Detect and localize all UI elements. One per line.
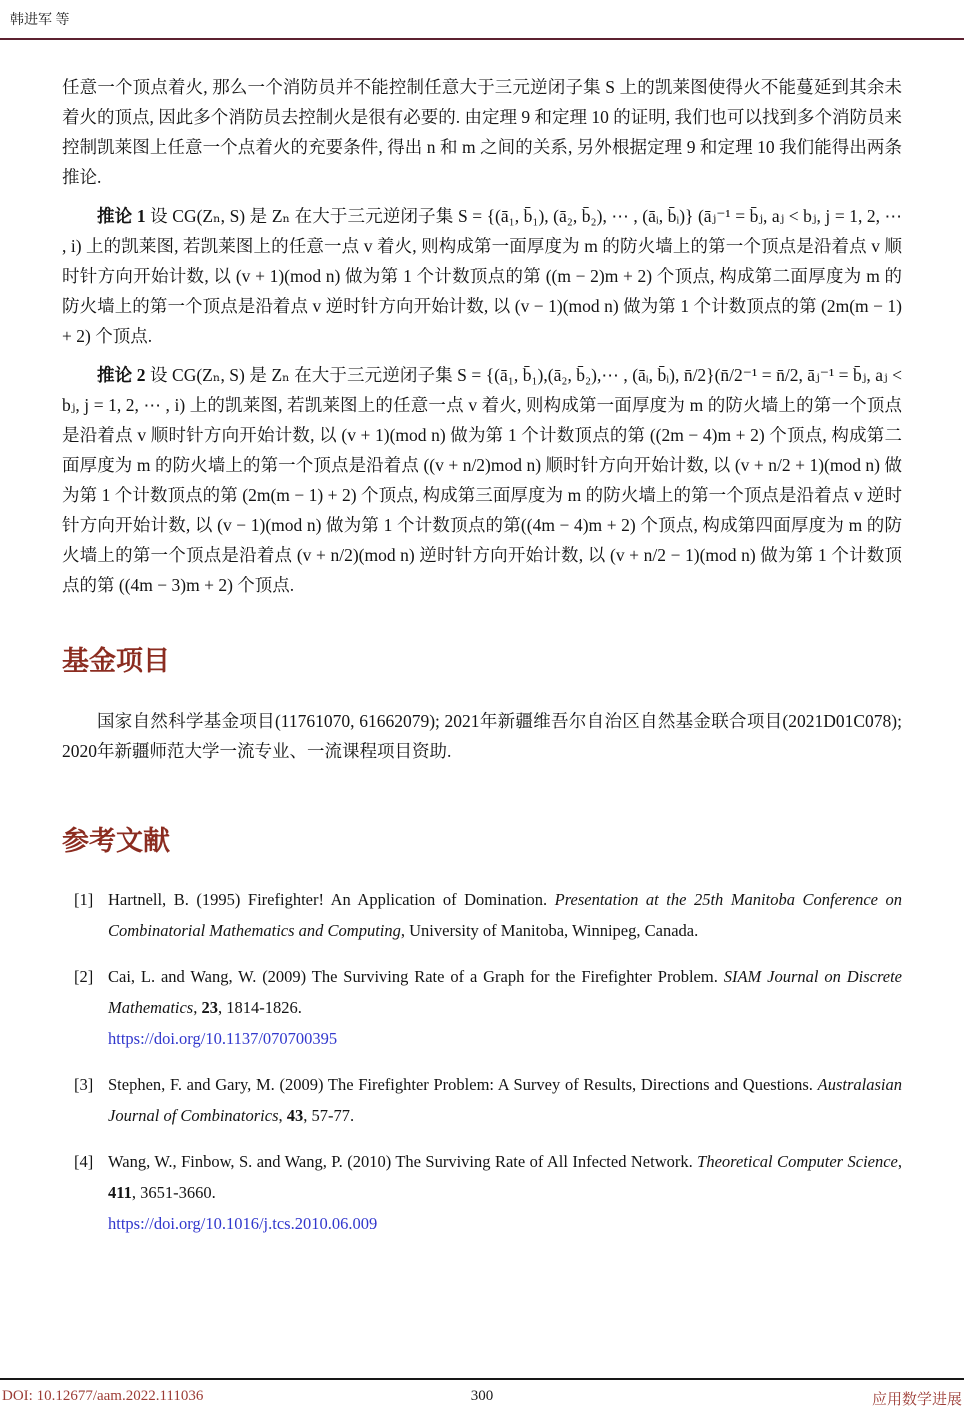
- fund-section-heading: 基金项目: [62, 646, 170, 676]
- footer-doi: DOI: 10.12677/aam.2022.111036: [2, 1388, 204, 1404]
- reference-label: [2]: [74, 967, 94, 986]
- reference-item: [74, 1069, 902, 1131]
- reference-label: [3]: [74, 1075, 94, 1094]
- intro-paragraph: 任意一个顶点着火, 那么一个消防员并不能控制任意大于三元逆闭子集 S 上的凯莱图使得火不能蔓延到其余未着火的顶点, 因此多个消防员去控制火是很有必要的. 由定理 9 和定理 10 的证明, 我们也可以找到多个消防员来控制凯莱图上任意一个点着火的充要条件, 得出 n 和 m 之间的关系, 另外根据定理 9 和定理 10 我们能得出两条推论.: [62, 77, 902, 187]
- corollary-1-paragraph: 推论 1 设 CG(Zₙ, S) 是 Zₙ 在大于三元逆闭子集 S = {(ā₁, b̄₁), (ā₂, b̄₂), ⋯ , (āᵢ, b̄ᵢ)} (āⱼ⁻¹ = b̄ⱼ, aⱼ < bⱼ, j = 1, 2, ⋯ , i) 上的凯莱图, 若凯莱图上的任意一点 v 着火, 则构成第一面厚度为 m 的防火墙上的第一个顶点是沿着点 v 顺时针方向开始计数, 以 (v + 1)(mod n) 做为第 1 个计数顶点的第 ((m − 2)m + 2) 个顶点, 构成第二面厚度为 m 的防火墙上的第一个顶点是沿着点 v 逆时针方向开始计数, 以 (v − 1)(mod n) 做为第 1 个计数顶点的第 (2m(m − 1) + 2) 个顶点.: [62, 206, 903, 346]
- page-footer: [0, 1378, 964, 1410]
- reference-text: Stephen, F. and Gary, M. (2009) The Firefighter Problem: A Survey of Results, Directions and Questions. Australasian Journal of Combinatorics, 43, 57-77.: [108, 1075, 902, 1125]
- reference-item: [74, 884, 902, 946]
- reference-item: [74, 961, 902, 1054]
- doi-link[interactable]: https://doi.org/10.1016/j.tcs.2010.06.009: [108, 1214, 378, 1233]
- reference-text: Hartnell, B. (1995) Firefighter! An Application of Domination. Presentation at the 25th Manitoba Conference on Combinatorial Mathematics and Computing, University of Manitoba, Winnipeg, Canada.: [108, 890, 902, 940]
- reference-citation: Wang, W., Finbow, S. and Wang, P. (2010) The Surviving Rate of All Infected Network. Theoretical Computer Science, 411, 3651-3660.: [108, 1152, 902, 1202]
- reference-label: [1]: [74, 890, 94, 909]
- reference-citation: Cai, L. and Wang, W. (2009) The Surviving Rate of a Graph for the Firefighter Problem. SIAM Journal on Discrete Mathematics, 23, 1814-1826.: [108, 967, 902, 1017]
- footer-divider: [0, 1378, 964, 1380]
- reference-text: [108, 1146, 902, 1239]
- fund-paragraph: 国家自然科学基金项目(11761070, 61662079); 2021年新疆维吾尔自治区自然基金联合项目(2021D01C078); 2020年新疆师范大学一流专业、一流课程项目资助.: [62, 711, 902, 761]
- footer-row: [0, 1388, 964, 1410]
- references-heading: 参考文献: [62, 826, 170, 856]
- reference-list: [62, 884, 902, 1239]
- doi-link[interactable]: https://doi.org/10.1137/070700395: [108, 1029, 338, 1048]
- running-head-author: 韩进军 等: [10, 13, 70, 28]
- reference-text: [108, 961, 902, 1054]
- corollary-2-paragraph: 推论 2 设 CG(Zₙ, S) 是 Zₙ 在大于三元逆闭子集 S = {(ā₁, b̄₁),(ā₂, b̄₂),⋯ , (āᵢ, b̄ᵢ), n̄/2}(n̄/2⁻¹ = n̄/2, āⱼ⁻¹ = b̄ⱼ, aⱼ < bⱼ, j = 1, 2, ⋯ , i) 上的凯莱图, 若凯莱图上的任意一点 v 着火, 则构成第一面厚度为 m 的防火墙上的第一个顶点是沿着点 v 顺时针方向开始计数, 以 (v + 1)(mod n) 做为第 1 个计数顶点的第 ((2m − 4)m + 2) 个顶点, 构成第二面厚度为 m 的防火墙上的第一个顶点是沿着点 ((v + n/2)mod n) 顺时针方向开始计数, 以 (v + n/2 + 1)(mod n) 做为第 1 个计数顶点的第 (2m(m − 1) + 2) 个顶点, 构成第三面厚度为 m 的防火墙上的第一个顶点是沿着点 v 逆时针方向开始计数, 以 (v − 1)(mod n) 做为第 1 个计数顶点的第((4m − 4)m + 2) 个顶点, 构成第四面厚度为 m 的防火墙上的第一个顶点是沿着点 (v + n/2)(mod n) 逆时针方向开始计数, 以 (v + n/2 − 1)(mod n) 做为第 1 个计数顶点的第 ((4m − 3)m + 2) 个顶点.: [62, 365, 903, 595]
- page-header: [0, 0, 964, 29]
- reference-label: [4]: [74, 1152, 94, 1171]
- footer-page-number: 300: [470, 1388, 494, 1404]
- reference-item: [74, 1146, 902, 1239]
- footer-journal-name: 应用数学进展: [871, 1392, 962, 1408]
- page-content: [0, 40, 964, 1239]
